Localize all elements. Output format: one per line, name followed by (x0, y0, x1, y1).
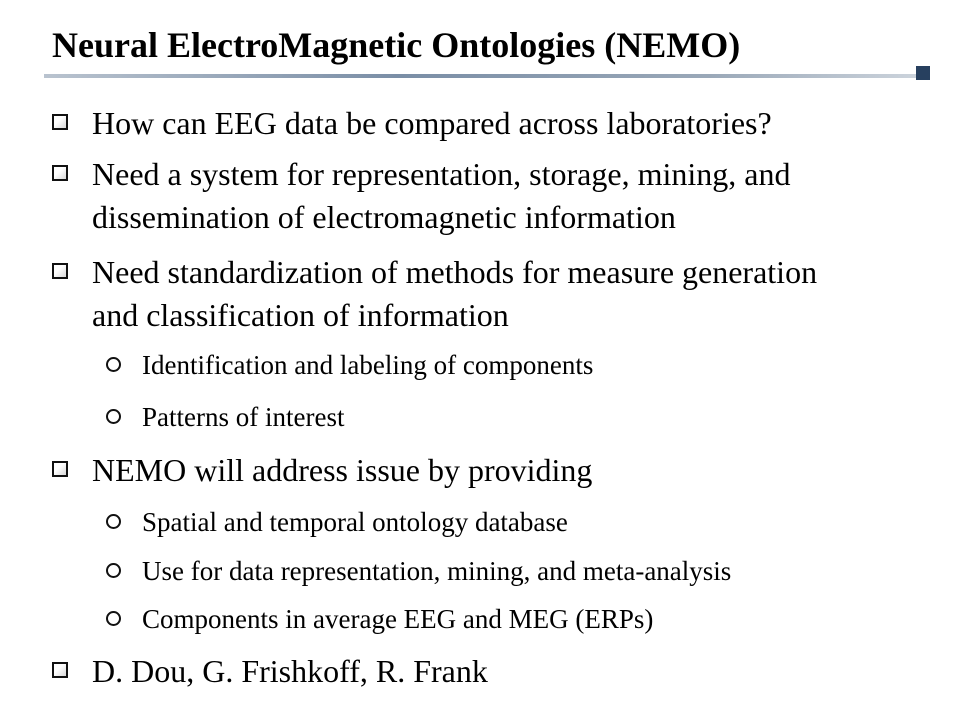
sub-bullet-text: Identification and labeling of components (142, 350, 594, 380)
circle-bullet-icon (106, 611, 121, 626)
bullet-text: dissemination of electromagnetic information (92, 199, 676, 235)
bullet-text: Need standardization of methods for measure generation (92, 254, 818, 290)
slide-title: Neural ElectroMagnetic Ontologies (NEMO) (52, 25, 741, 65)
circle-bullet-icon (106, 357, 121, 372)
sub-bullet-text: Use for data representation, mining, and meta-analysis (142, 556, 732, 586)
title-underline (44, 74, 930, 78)
bullet-text: and classification of information (92, 297, 509, 333)
sub-bullet-text: Patterns of interest (142, 402, 345, 432)
checkbox-square-icon (52, 165, 68, 181)
checkbox-square-icon (52, 114, 68, 130)
checkbox-square-icon (52, 461, 68, 477)
bullet-text: Need a system for representation, storage, mining, and (92, 156, 791, 192)
sub-bullet-text: Spatial and temporal ontology database (142, 507, 568, 537)
bullet-text: NEMO will address issue by providing (92, 452, 593, 488)
bullet-text: D. Dou, G. Frishkoff, R. Frank (92, 653, 488, 689)
title-underline-cap (916, 66, 930, 80)
bullet-text: How can EEG data be compared across laboratories? (92, 105, 772, 141)
circle-bullet-icon (106, 514, 121, 529)
checkbox-square-icon (52, 662, 68, 678)
circle-bullet-icon (106, 409, 121, 424)
sub-bullet-text: Components in average EEG and MEG (ERPs) (142, 604, 654, 634)
checkbox-square-icon (52, 263, 68, 279)
circle-bullet-icon (106, 563, 121, 578)
